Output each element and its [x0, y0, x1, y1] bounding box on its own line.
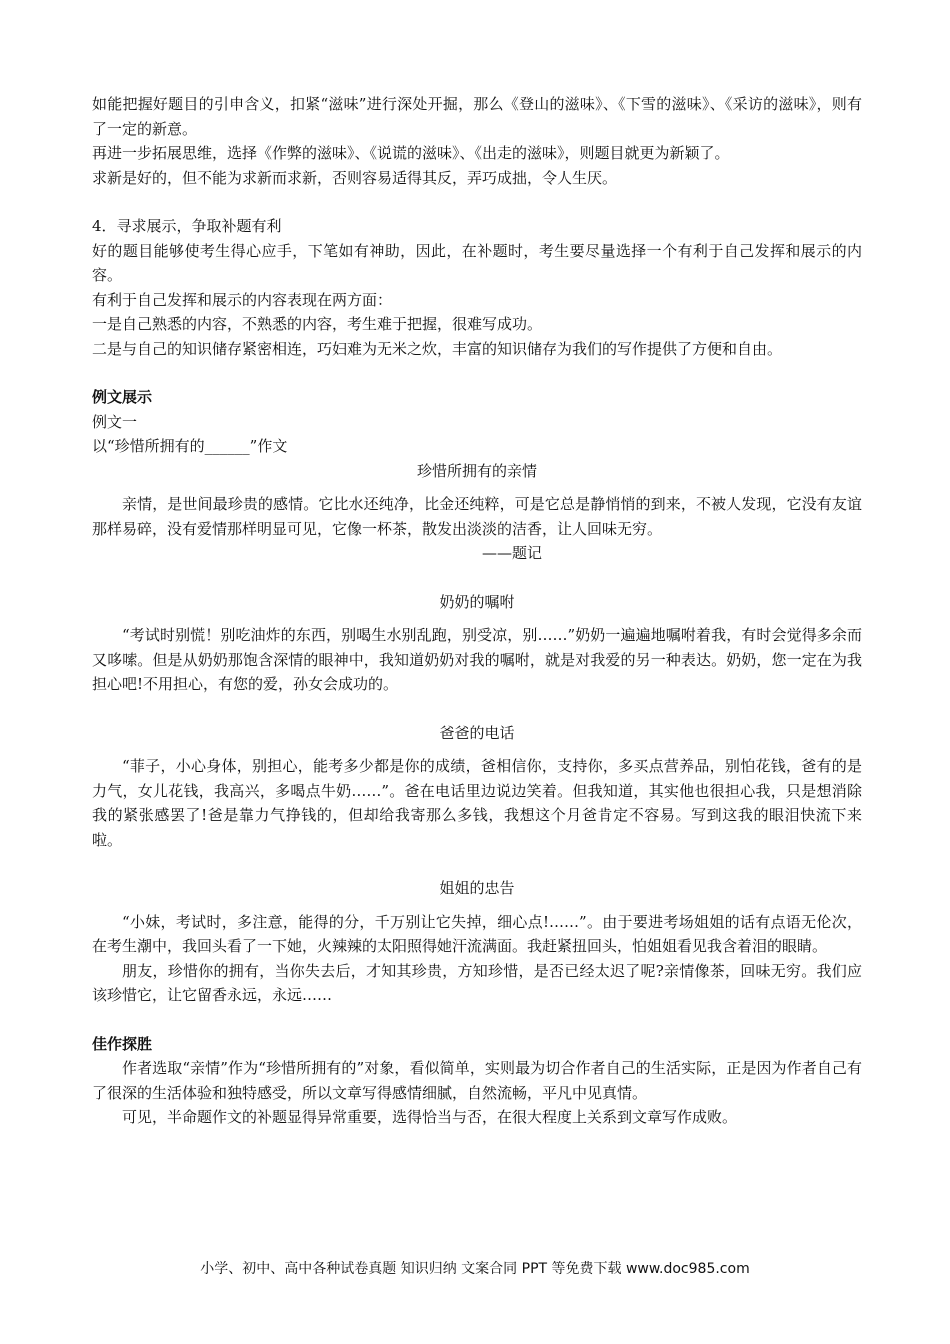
example-label: 例文一	[92, 412, 138, 431]
part-2-title: 爸爸的电话	[439, 723, 515, 742]
epigraph-signature: ——题记	[481, 544, 542, 562]
analysis-paragraph-1: 作者选取“亲情”作为“珍惜所拥有的”对象，看似简单，实则最为切合作者自己的生活实际，正是因为作者自己有了很深的生活体验和独特感受，所以文章写得感情细腻，自然流畅，平凡中见真情。	[92, 1059, 862, 1102]
section-4-title: 4．寻求展示，争取补题有利	[92, 217, 282, 235]
intro-paragraph-1: 如能把握好题目的引申含义，扣紧“滋味”进行深处开掘，那么《登山的滋味》、《下雪的滋味》、《采访的滋味》，则有了一定的新意。	[92, 95, 862, 138]
part-1-title: 奶奶的嘱咐	[439, 592, 515, 611]
part-3-text: “小妹，考试时，多注意，能得的分，千万别让它失掉，细心点!……”。由于要进考场姐姐的话有点语无伦次，在考生潮中，我回头看了一下她，火辣辣的太阳照得她汗流满面。我赶紧扭回头，怕姐姐看见我含着泪的眼睛。	[92, 912, 862, 955]
essay-closing: 朋友，珍惜你的拥有，当你失去后，才知其珍贵，方知珍惜，是否已经太迟了呢?亲情像茶，回味无穷。我们应该珍惜它，让它留香永远，永远……	[92, 961, 862, 1004]
example-heading: 例文展示	[92, 388, 153, 406]
analysis-heading: 佳作探胜	[92, 1034, 153, 1053]
section-4-paragraph-3: 一是自己熟悉的内容，不熟悉的内容，考生难于把握，很难写成功。	[92, 315, 543, 333]
footer-watermark: 小学、初中、高中各种试卷真题 知识归纳 文案合同 PPT 等免费下载 www.doc985.com	[200, 1261, 750, 1277]
example-prompt: 以“珍惜所拥有的______”作文	[92, 437, 288, 455]
section-4-paragraph-2: 有利于自己发挥和展示的内容表现在两方面：	[92, 290, 393, 309]
section-4-paragraph-4: 二是与自己的知识储存紧密相连，巧妇难为无米之炊，丰富的知识储存为我们的写作提供了方便和自由。	[92, 339, 783, 358]
section-4-paragraph-1: 好的题目能够使考生得心应手，下笔如有神助，因此，在补题时，考生要尽量选择一个有利于自己发挥和展示的内容。	[92, 241, 862, 284]
part-2-text: “菲子，小心身体，别担心，能考多少都是你的成绩，爸相信你，支持你，多买点营养品，别怕花钱，爸有的是力气，女儿花钱，我高兴，多喝点牛奶……”。爸在电话里边说边笑着。但我知道，其实他也很担心我，只是想消除我的紧张感罢了!爸是靠力气挣钱的，但却给我寄那么多钱，我想这个月爸肯定不容易。写到这我的眼泪快流下来啦。	[92, 757, 862, 849]
part-3-title: 姐姐的忠告	[439, 879, 515, 897]
essay-epigraph: 亲情，是世间最珍贵的感情。它比水还纯净，比金还纯粹，可是它总是静悄悄的到来，不被人发现，它没有友谊那样易碎，没有爱情那样明显可见，它像一杯茶，散发出淡淡的洁香，让人回味无穷。	[92, 495, 862, 538]
analysis-paragraph-2: 可见，半命题作文的补题显得异常重要，选得恰当与否，在很大程度上关系到文章写作成败。	[122, 1108, 738, 1126]
essay-title: 珍惜所拥有的亲情	[416, 461, 537, 480]
intro-paragraph-3: 求新是好的，但不能为求新而求新，否则容易适得其反，弄巧成拙，令人生厌。	[92, 168, 618, 187]
document-body	[92, 92, 862, 1130]
intro-paragraph-2: 再进一步拓展思维，选择《作弊的滋味》、《说谎的滋味》、《出走的滋味》，则题目就更为新颖了。	[92, 144, 730, 162]
part-1-text: “考试时别慌！别吃油炸的东西，别喝生水别乱跑，别受凉，别……”奶奶一遍遍地嘱咐着我，有时会觉得多余而又哆嗦。但是从奶奶那饱含深情的眼神中，我知道奶奶对我的嘱咐，就是对我爱的另一种表达。奶奶，您一定在为我担心吧!不用担心，有您的爱，孙女会成功的。	[92, 626, 862, 693]
